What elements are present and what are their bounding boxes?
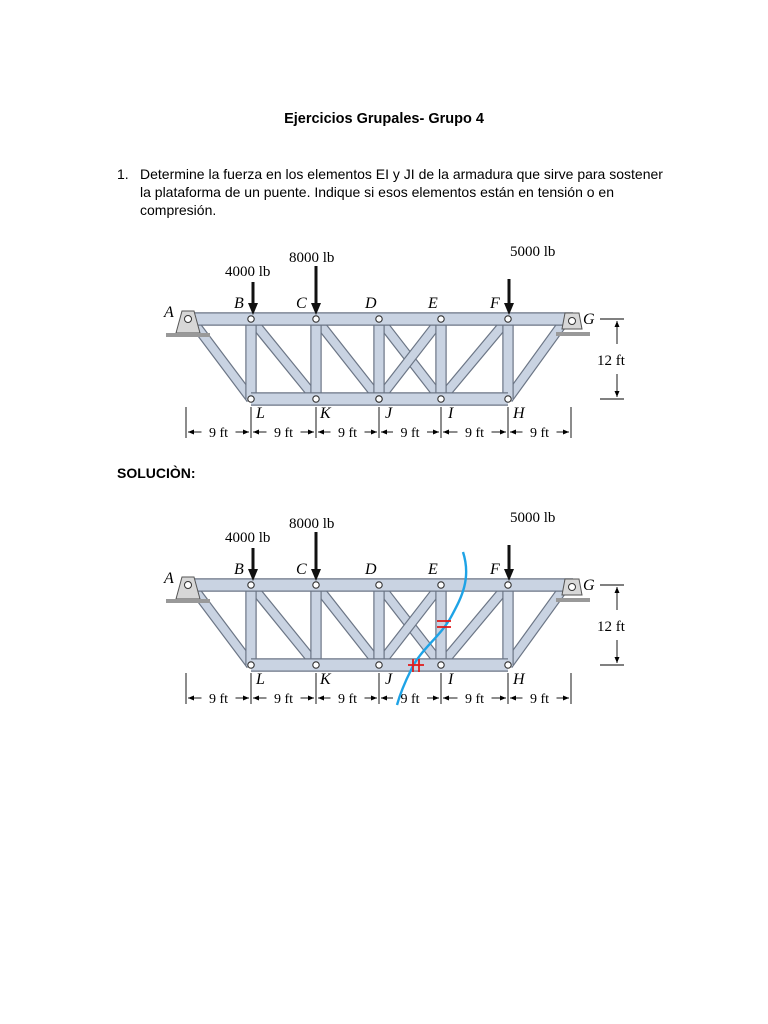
height-dimension-label: 12 ft: [597, 619, 625, 635]
pin-top: [248, 582, 254, 588]
pin-bottom: [313, 396, 319, 402]
dimension-label: 9 ft: [273, 426, 294, 441]
dimension-arrow: [308, 430, 314, 435]
dimension-arrow: [308, 696, 314, 701]
dimension-arrow: [188, 696, 194, 701]
pin-bottom: [248, 396, 254, 402]
pin-bottom: [505, 396, 511, 402]
dimension-label: 9 ft: [208, 426, 229, 441]
pin-top: [505, 582, 511, 588]
member-CJ: [316, 585, 379, 665]
node-label-J: J: [385, 405, 393, 422]
pin-top: [313, 582, 319, 588]
dimension-label: 9 ft: [529, 692, 550, 707]
problem-text: Determine la fuerza en los elementos EI y JI de la armadura que sirve para sostener la plataforma de un puente. Indique si esos elementos están en tensión o en compresión.: [140, 166, 663, 218]
dimension-arrow: [563, 696, 569, 701]
pin-top: [505, 316, 511, 322]
truss-diagram: [150, 236, 640, 441]
member-GH: [508, 589, 563, 665]
member-GH: [508, 323, 563, 399]
dimension-label: 9 ft: [337, 426, 358, 441]
dimension-arrow: [443, 430, 449, 435]
problem-statement: [117, 165, 677, 219]
pin-bottom: [505, 662, 511, 668]
dimension-label: 9 ft: [464, 692, 485, 707]
document-title: Ejercicios Grupales- Grupo 4: [284, 111, 484, 127]
member-FI: [441, 585, 508, 665]
node-label-E: E: [428, 561, 438, 578]
node-label-G: G: [583, 311, 595, 328]
dimension-arrow: [563, 430, 569, 435]
load-label-B: 4000 lb: [225, 264, 271, 280]
load-label-B: 4000 lb: [225, 530, 271, 546]
dimension-arrow: [433, 696, 439, 701]
truss-members: [184, 585, 573, 665]
solution-heading: SOLUCIÒN:: [117, 465, 196, 481]
node-label-F: F: [490, 295, 500, 312]
node-label-B: B: [234, 561, 244, 578]
pin-top: [376, 316, 382, 322]
dimension-label: 9 ft: [464, 426, 485, 441]
support-A-pin: [185, 582, 192, 589]
dimension-arrow: [615, 321, 620, 327]
pin-J: [376, 396, 382, 402]
ground-A: [166, 333, 210, 337]
pin-bottom: [376, 662, 382, 668]
pin-top: [438, 582, 444, 588]
pin-bottom: [438, 396, 444, 402]
dimension-arrow: [253, 430, 259, 435]
load-label-C: 8000 lb: [289, 516, 335, 532]
node-label-D: D: [365, 561, 377, 578]
node-label-L: L: [256, 671, 265, 688]
node-label-F: F: [490, 561, 500, 578]
pin-top: [438, 316, 444, 322]
node-label-D: D: [365, 295, 377, 312]
member-BK: [251, 585, 316, 665]
member-FI: [441, 319, 508, 399]
problem-number: 1.: [117, 166, 129, 182]
height-dimension-label: 12 ft: [597, 353, 625, 369]
loads: [225, 244, 555, 315]
dimension-arrow: [371, 696, 377, 701]
dimension-label: 9 ft: [400, 426, 420, 441]
pin-bottom: [313, 662, 319, 668]
dimension-arrow: [615, 391, 620, 397]
dimension-arrow: [510, 430, 516, 435]
node-label-I: I: [448, 671, 454, 688]
pin-bottom: [248, 662, 254, 668]
node-label-B: B: [234, 295, 244, 312]
node-label-A: A: [164, 570, 174, 587]
node-label-J: J: [385, 671, 393, 688]
dimension-label: 9 ft: [529, 426, 550, 441]
pin-top: [248, 316, 254, 322]
node-label-C: C: [296, 295, 307, 312]
loads: [225, 510, 555, 581]
load-label-C: 8000 lb: [289, 250, 335, 266]
dimension-arrow: [615, 657, 620, 663]
dimension-arrow: [243, 696, 249, 701]
dimension-arrow: [615, 587, 620, 593]
member-CJ: [316, 319, 379, 399]
dimension-arrow: [510, 696, 516, 701]
dimension-label: 9 ft: [337, 692, 358, 707]
truss-diagram-solution: [150, 502, 640, 707]
dimension-arrow: [371, 430, 377, 435]
pin-bottom: [438, 662, 444, 668]
dimension-label: 9 ft: [273, 692, 294, 707]
dimension-arrow: [318, 696, 324, 701]
node-label-G: G: [583, 577, 595, 594]
node-label-E: E: [428, 295, 438, 312]
dimension-arrow: [318, 430, 324, 435]
ground-G: [556, 598, 590, 602]
support-G-pin: [569, 318, 576, 325]
node-label-I: I: [448, 405, 454, 422]
dimension-label: 9 ft: [208, 692, 229, 707]
dimension-arrow: [253, 696, 259, 701]
load-label-F: 5000 lb: [510, 244, 556, 260]
dimension-arrow: [500, 696, 506, 701]
node-label-K: K: [320, 405, 331, 422]
support-G-pin: [569, 584, 576, 591]
dimension-arrow: [443, 696, 449, 701]
dimension-arrow: [381, 430, 387, 435]
node-label-A: A: [164, 304, 174, 321]
node-label-H: H: [513, 671, 525, 688]
load-label-F: 5000 lb: [510, 510, 556, 526]
dimension-arrow: [188, 430, 194, 435]
support-A-pin: [185, 316, 192, 323]
ground-A: [166, 599, 210, 603]
dimension-arrow: [500, 430, 506, 435]
ground-G: [556, 332, 590, 336]
member-BK: [251, 319, 316, 399]
node-label-H: H: [513, 405, 525, 422]
dimension-label: 9 ft: [400, 692, 420, 707]
pin-top: [376, 582, 382, 588]
node-label-K: K: [320, 671, 331, 688]
dimension-arrow: [243, 430, 249, 435]
truss-members: [184, 319, 573, 399]
dimension-arrow: [433, 430, 439, 435]
dimension-arrow: [381, 696, 387, 701]
pin-top: [313, 316, 319, 322]
node-label-C: C: [296, 561, 307, 578]
solution-figure-group: [163, 510, 626, 707]
node-label-L: L: [256, 405, 265, 422]
